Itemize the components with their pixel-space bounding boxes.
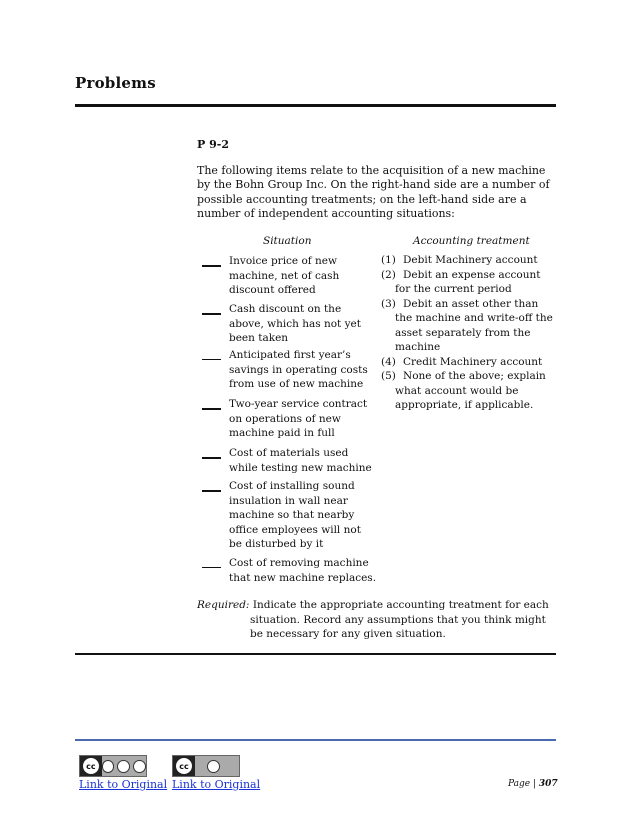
cc-icon: cc xyxy=(83,758,99,774)
situation-header: Situation xyxy=(263,235,312,247)
situation-line: been taken xyxy=(229,332,289,344)
situation-line: discount offered xyxy=(229,284,316,296)
cc-by-nc-sa-license-icon xyxy=(79,755,147,777)
cc-icon: cc xyxy=(176,758,192,774)
problem-intro: The following items relate to the acquisition of a new machine by the Bohn Group Inc. On the right-hand side are a number of possible accounting treatments; on the left-hand side are a number of independent accounting situations: xyxy=(197,164,550,221)
sa-icon xyxy=(133,760,146,773)
situation-line: savings in operating costs xyxy=(229,363,368,376)
treatment-continuation: for the current period xyxy=(395,283,512,295)
situation-line: Cost of installing sound xyxy=(229,480,355,492)
situation-line: Anticipated first year’s xyxy=(229,349,351,361)
answer-blank[interactable] xyxy=(202,397,221,410)
treatment-item xyxy=(381,268,561,283)
answer-blank[interactable] xyxy=(202,556,221,568)
treatment-number: (5) xyxy=(381,370,396,382)
situation-line: above, which has not yet xyxy=(229,317,361,330)
accounting-header: Accounting treatment xyxy=(413,235,530,247)
situation-line: machine paid in full xyxy=(229,427,335,439)
treatment-continuation: the machine and write-off the xyxy=(395,312,553,324)
nc-icon xyxy=(117,760,130,773)
situation-line: machine, net of cash xyxy=(229,269,340,282)
treatment-text: Debit an asset other than xyxy=(403,297,539,310)
by-icon xyxy=(102,760,115,773)
treatment-text: Debit Machinery account xyxy=(403,254,538,266)
treatment-text: None of the above; explain xyxy=(403,370,546,382)
required-block xyxy=(197,598,557,642)
treatment-item xyxy=(381,253,561,268)
situation-line: office employees will not xyxy=(229,523,361,536)
treatment-item xyxy=(381,297,561,312)
situation-line: Cost of materials used xyxy=(229,447,349,459)
treatment-number: (4) xyxy=(381,355,396,368)
situation-text xyxy=(229,556,379,585)
situation-text xyxy=(229,254,379,298)
situation-text xyxy=(229,302,379,346)
by-icon xyxy=(207,760,220,773)
treatment-item xyxy=(381,355,561,370)
treatment-continuation: what account would be xyxy=(395,384,519,397)
situation-line: be disturbed by it xyxy=(229,538,324,550)
treatment-item xyxy=(381,369,561,384)
cc-by-license-icon xyxy=(172,755,240,777)
situation-line: while testing new machine xyxy=(229,461,372,474)
required-line-2: situation. Record any assumptions that you think might xyxy=(250,613,546,626)
link-to-original-1[interactable]: Link to Original xyxy=(79,778,168,791)
section-heading: Problems xyxy=(75,74,156,92)
problem-id: P 9-2 xyxy=(197,138,229,151)
situation-text xyxy=(229,397,379,441)
required-line-3: be necessary for any given situation. xyxy=(250,628,446,640)
required-label: Required: xyxy=(197,599,250,611)
situation-line: from use of new machine xyxy=(229,378,364,390)
treatment-continuation: asset separately from the xyxy=(395,326,531,339)
situation-text xyxy=(229,479,379,552)
answer-blank[interactable] xyxy=(202,302,221,315)
situation-text xyxy=(229,446,379,475)
situation-line: insulation in wall near xyxy=(229,494,348,507)
treatment-continuation: appropriate, if applicable. xyxy=(395,399,534,411)
treatment-continuation: machine xyxy=(395,341,441,353)
treatment-number: (3) xyxy=(381,297,396,310)
treatment-number: (1) xyxy=(381,254,396,266)
top-rule xyxy=(75,104,556,107)
answer-blank[interactable] xyxy=(202,446,221,459)
situation-line: Cost of removing machine xyxy=(229,557,369,569)
situation-line: that new machine replaces. xyxy=(229,571,377,584)
situation-text xyxy=(229,348,379,392)
treatment-text: Debit an expense account xyxy=(403,268,541,281)
treatment-text: Credit Machinery account xyxy=(403,355,543,368)
bottom-rule xyxy=(75,653,556,655)
situation-line: machine so that nearby xyxy=(229,509,355,521)
answer-blank[interactable] xyxy=(202,479,221,492)
answer-blank[interactable] xyxy=(202,254,221,267)
page-number xyxy=(508,779,558,789)
page-label: Page | xyxy=(508,779,536,789)
treatment-list xyxy=(381,253,561,413)
situation-line: Two-year service contract xyxy=(229,398,368,410)
situation-line: on operations of new xyxy=(229,412,341,425)
required-line-1: Indicate the appropriate accounting treatment for each xyxy=(252,599,549,611)
link-to-original-2[interactable]: Link to Original xyxy=(172,778,261,791)
situation-line: Cash discount on the xyxy=(229,303,342,315)
answer-blank[interactable] xyxy=(202,348,221,360)
footer-rule xyxy=(75,739,556,741)
page-number-value: 307 xyxy=(538,779,558,789)
situation-line: Invoice price of new xyxy=(229,255,337,267)
treatment-number: (2) xyxy=(381,268,396,281)
